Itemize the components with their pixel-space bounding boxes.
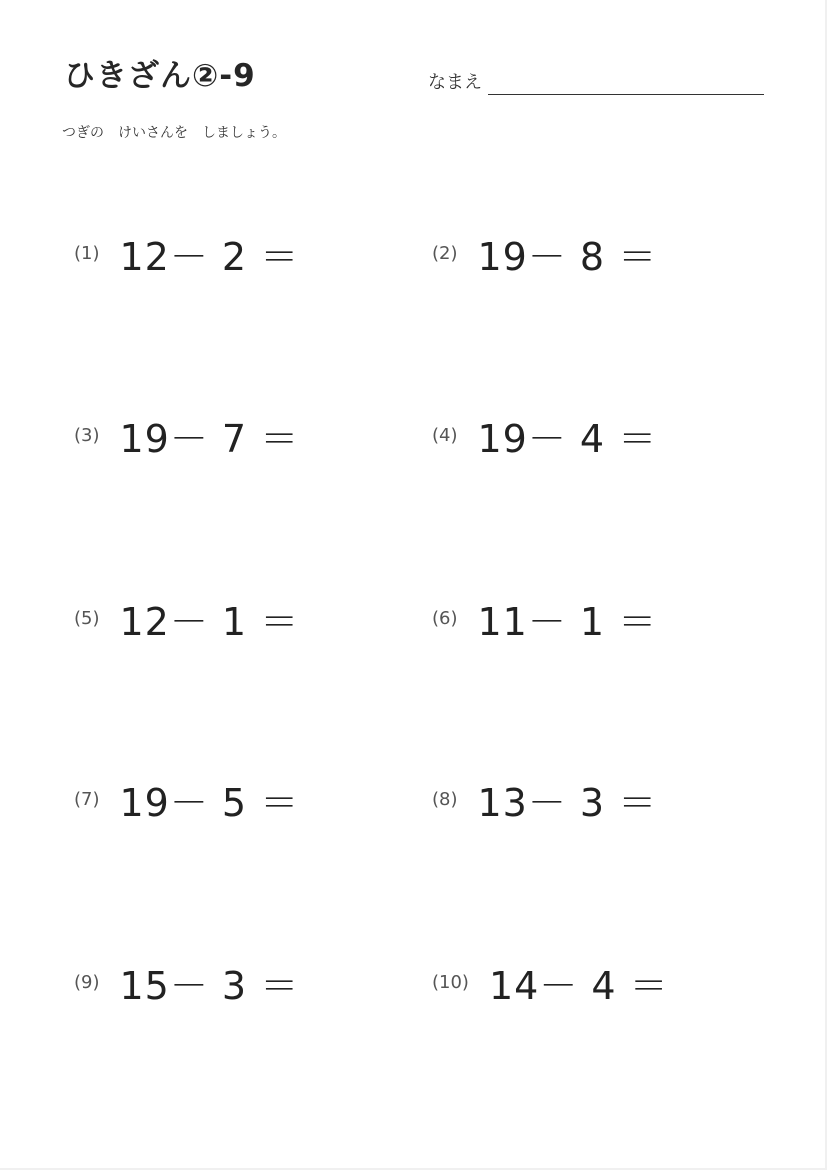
name-write-line[interactable]	[488, 94, 764, 95]
problem-4	[432, 410, 657, 460]
problem-number: (10)	[432, 971, 469, 993]
problem-number: (7)	[74, 788, 100, 810]
problem-expression: 19－ 8 ＝	[477, 234, 658, 279]
problem-number: (1)	[74, 242, 100, 264]
problem-2	[432, 228, 657, 278]
problem-1	[74, 228, 299, 278]
problem-10	[432, 957, 669, 1007]
problem-expression: 19－ 5 ＝	[119, 780, 300, 825]
problem-5	[74, 593, 299, 643]
problem-expression: 19－ 7 ＝	[119, 416, 300, 461]
worksheet-title: ひきざん②-9	[64, 58, 256, 94]
problem-number: (4)	[432, 424, 458, 446]
problem-number: (6)	[432, 607, 458, 629]
problem-7	[74, 774, 299, 824]
problem-expression: 13－ 3 ＝	[477, 780, 658, 825]
problem-expression: 12－ 2 ＝	[119, 234, 300, 279]
problem-number: (9)	[74, 971, 100, 993]
problem-number: (3)	[74, 424, 100, 446]
problem-6	[432, 593, 657, 643]
problem-expression: 11－ 1 ＝	[477, 599, 658, 644]
problem-number: (2)	[432, 242, 458, 264]
problem-3	[74, 410, 299, 460]
problem-number: (8)	[432, 788, 458, 810]
problem-expression: 14－ 4 ＝	[488, 963, 669, 1008]
problem-expression: 19－ 4 ＝	[477, 416, 658, 461]
name-label: なまえ	[428, 72, 482, 93]
problem-number: (5)	[74, 607, 100, 629]
problem-expression: 15－ 3 ＝	[119, 963, 300, 1008]
problem-8	[432, 774, 657, 824]
problem-9	[74, 957, 299, 1007]
instruction-text: つぎの けいさんを しましょう。	[62, 125, 286, 141]
name-field	[428, 66, 764, 96]
problem-expression: 12－ 1 ＝	[119, 599, 300, 644]
